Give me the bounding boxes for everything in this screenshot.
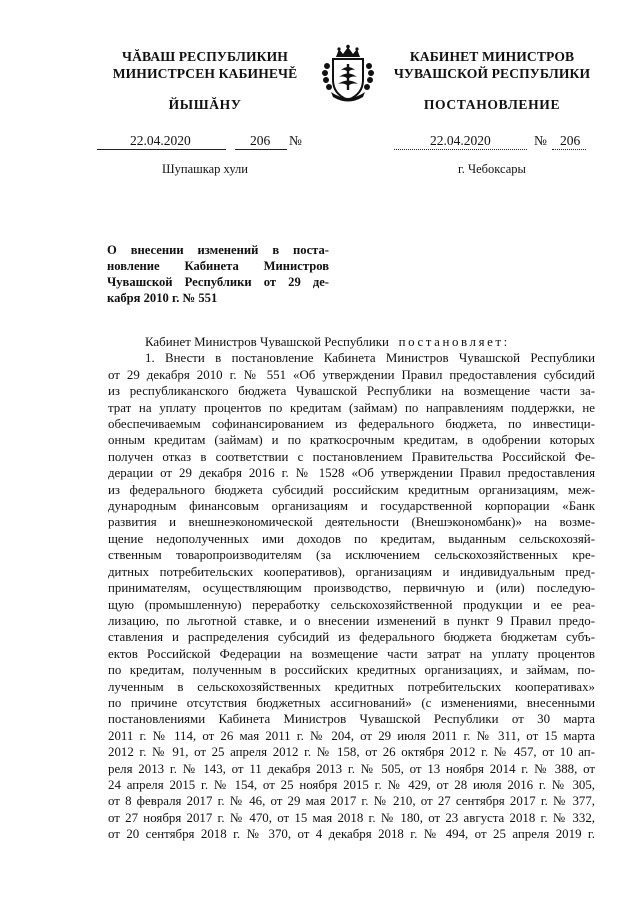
- body-line: по причине отсутствия бюджетных ассигнований» (с изменениями, внесенными: [108, 695, 595, 710]
- body-line: ставления и распределения субсидий из федерального бюджета бюджетам субъ-: [108, 630, 595, 645]
- body-line: получен отказ в соответствии с постановлением Правительства Российской Фе-: [108, 449, 595, 464]
- body-intro-lead: Кабинет Министров Чувашской Республики: [145, 335, 389, 349]
- body-line: от 20 сентября 2018 г. № 370, от 4 декабря 2018 г. № 494, от 25 апреля 2019 г.: [108, 827, 595, 842]
- body-line: от 8 февраля 2017 г. № 46, от 29 мая 2017 г. № 210, от 27 сентября 2017 г. № 377,: [108, 794, 595, 809]
- body-line: обеспечиваемым софинансированием из федерального бюджета, по инвестици-: [108, 417, 595, 432]
- left-number: 206: [250, 133, 271, 148]
- body-line: щую (промышленную) переработку сельскохозяйственной продукции и ее реа-: [108, 597, 595, 612]
- right-header-line1: КАБИНЕТ МИНИСТРОВ: [409, 49, 575, 64]
- body-line: реля 2013 г. № 143, от 11 декабря 2013 г. № 505, от 13 ноября 2014 г. № 388, от: [108, 761, 595, 776]
- left-date: 22.04.2020: [130, 133, 191, 148]
- body-line: от 27 ноября 2017 г. № 470, от 15 мая 2018 г. № 180, от 23 августа 2018 г. № 332,: [108, 810, 595, 825]
- body-line: от 29 декабря 2010 г. № 551 «Об утверждении Правил предоставления субсидий: [108, 367, 595, 382]
- right-number: 206: [560, 133, 581, 148]
- left-header: [95, 48, 315, 82]
- right-number-sign: №: [534, 133, 547, 148]
- body-line: 2012 г. № 91, от 25 апреля 2012 г. № 158, от 26 октября 2012 г. № 457, от 10 ап-: [108, 745, 595, 760]
- left-date-row: [97, 133, 317, 151]
- body-line: трат на уплату процентов по кредитам (займам) по направлениям поддержки, не: [108, 400, 595, 415]
- body-line: лизацию, по льготной ставке, и о внесении изменений в пункт 9 Правил предо-: [108, 613, 595, 628]
- right-header: [382, 48, 602, 82]
- subject-line: новление Кабинета Министров: [107, 259, 329, 273]
- left-doc-type: ЙЫШĂНУ: [168, 97, 242, 112]
- body-line: дитных потребительских кооперативов), организациям и индивидуальным пред-: [108, 564, 595, 579]
- subject-line: О внесении изменений в поста-: [107, 243, 329, 257]
- chuvash-coat-of-arms-icon: [317, 42, 379, 104]
- body-line: по кредитам, полученным в российских кредитных организациях, и займам, по-: [108, 663, 595, 678]
- body-intro: [108, 334, 595, 350]
- document-body: [108, 334, 595, 843]
- right-date-underline: [394, 149, 527, 150]
- body-line: ектов Российской Федерации на возмещение части затрат на уплату процентов: [108, 646, 595, 661]
- right-city: г. Чебоксары: [458, 162, 526, 176]
- left-city: Шупашкар хули: [162, 162, 248, 176]
- left-header-line1: ЧĂВАШ РЕСПУБЛИКИН: [122, 49, 288, 64]
- body-line: щение недополученных ими доходов по кредитам, выданным сельскохозяй-: [108, 531, 595, 546]
- body-line: принимателям, осуществляющим производство, первичную и (или) последую-: [108, 581, 595, 596]
- body-line: дерации от 29 декабря 2016 г. № 1528 «Об утверждении Правил предоставления: [108, 466, 595, 481]
- body-line: онным кредитам (займам) и по краткосрочным кредитам, в одобрении которых: [108, 433, 595, 448]
- document-subject: [107, 242, 329, 306]
- body-line: ственным товаропроизводителям (за исключением сельскохозяйственных кре-: [108, 548, 595, 563]
- body-line: 1. Внести в постановление Кабинета Министров Чувашской Республики: [145, 351, 595, 366]
- left-header-line2: МИНИСТРСЕН КАБИНЕЧĚ: [112, 66, 298, 81]
- body-line: лученным в сельскохозяйственных кредитных потребительских кооперативах»: [108, 679, 595, 694]
- body-line: 24 апреля 2015 г. № 154, от 25 ноября 2015 г. № 429, от 28 июля 2016 г. № 305,: [108, 777, 595, 792]
- body-line: постановлениями Кабинета Министров Чувашской Республики от 30 марта: [108, 712, 595, 727]
- right-date: 22.04.2020: [430, 133, 491, 148]
- left-number-underline: [235, 149, 287, 150]
- subject-line: кабря 2010 г. № 551: [107, 291, 218, 305]
- right-header-line2: ЧУВАШСКОЙ РЕСПУБЛИКИ: [393, 66, 591, 81]
- right-number-underline: [552, 149, 586, 150]
- left-number-sign: №: [289, 133, 302, 148]
- body-line: развития и внешнеэкономической деятельности (Внешэкономбанк)» на возме-: [108, 515, 595, 530]
- subject-line: Чувашской Республики от 29 де-: [107, 275, 329, 289]
- body-line: из республиканского бюджета Чувашской Республики на возмещение части за-: [108, 384, 595, 399]
- body-line: из федерального бюджета субсидий российским кредитным организациям, меж-: [108, 482, 595, 497]
- right-date-row: [394, 133, 614, 151]
- body-line: 2011 г. № 114, от 26 мая 2011 г. № 204, от 29 июля 2011 г. № 311, от 15 марта: [108, 728, 595, 743]
- body-intro-verb: постановляет:: [398, 335, 510, 349]
- right-doc-type: ПОСТАНОВЛЕНИЕ: [423, 97, 561, 112]
- left-date-underline: [97, 149, 226, 150]
- body-line: дународным финансовым организациям и государственной корпорации «Банк: [108, 499, 595, 514]
